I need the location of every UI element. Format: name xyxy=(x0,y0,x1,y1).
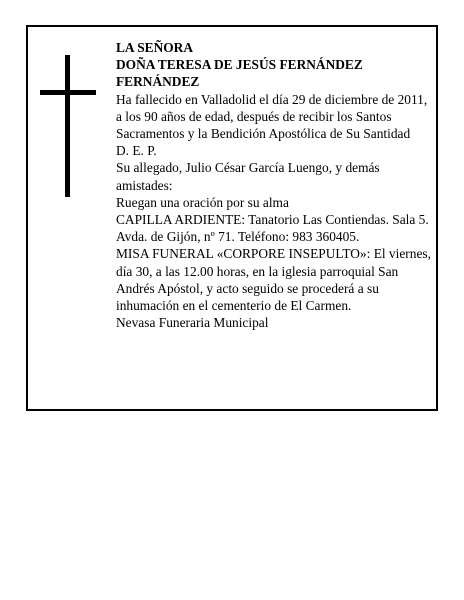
cross-vertical-bar xyxy=(65,55,70,197)
notice-text xyxy=(116,39,432,331)
prayer-request: Ruegan una oración por su alma xyxy=(116,194,289,210)
deceased-name: DOÑA TERESA DE JESÚS FERNÁNDEZ FERNÁNDEZ xyxy=(116,57,363,90)
obituary-notice xyxy=(26,25,438,411)
notice-title-line-1: LA SEÑORA xyxy=(116,40,194,55)
family-line: Su allegado, Julio César García Luengo, y demás amistades: xyxy=(116,160,380,193)
funeral-mass-info: MISA FUNERAL «CORPORE INSEPULTO»: El viernes, día 30, a las 12.00 horas, en la iglesia parroquial San Andrés Apóstol, y acto seguido se procederá a su inhumación en el cementerio de El Carmen. xyxy=(116,246,431,314)
cross-horizontal-bar xyxy=(40,90,96,95)
death-announcement: Ha fallecido en Valladolid el día 29 de diciembre de 2011, a los 90 años de edad, después de recibir los Santos Sacramentos y la Bendición Apostólica de Su Santidad xyxy=(116,91,428,142)
funeral-home: Nevasa Funeraria Municipal xyxy=(116,315,269,331)
cross-icon xyxy=(40,55,96,197)
rip-line: D. E. P. xyxy=(116,143,157,159)
chapel-info: CAPILLA ARDIENTE: Tanatorio Las Contiendas. Sala 5. Avda. de Gijón, nº 71. Teléfono: 983 360405. xyxy=(116,212,429,245)
